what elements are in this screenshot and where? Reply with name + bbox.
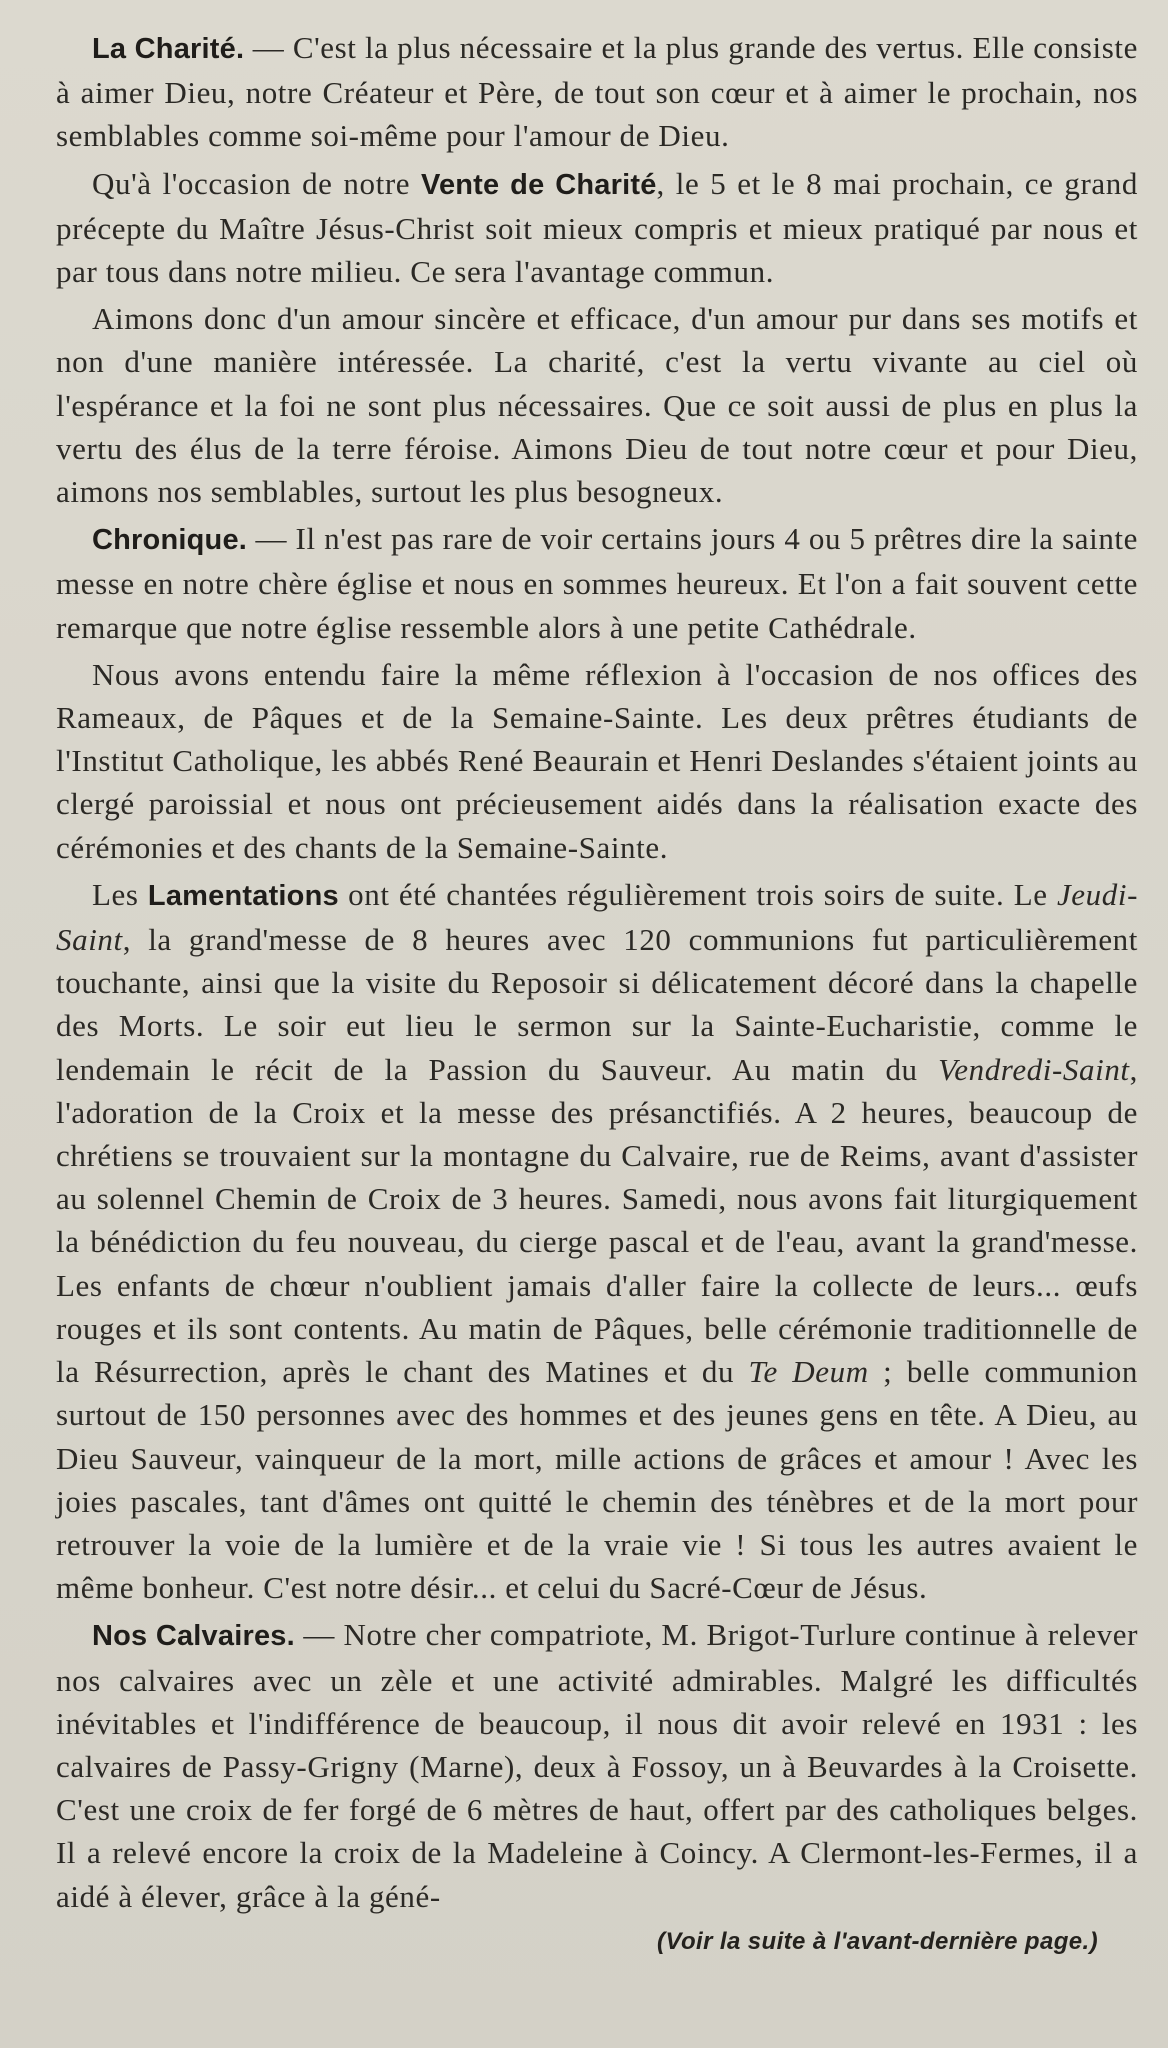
jeudi-saint-italic: Jeudi-Saint <box>56 876 1138 958</box>
lam-text-3: , la grand'messe de 8 heures avec 120 communions fut particulièrement touchante, ainsi que la visite du Reposoir si délicatement décoré dans la chapelle des Morts. Le soir eut lieu le sermon sur la Sainte-Eucharistie, comme le lendemain le récit de la Passion du Sauveur. Au matin du <box>56 922 1138 1087</box>
vente-charite-bold: Vente de Charité <box>421 168 657 201</box>
aimons-paragraph: Aimons donc d'un amour sincère et efficace, d'un amour pur dans ses motifs et non d'une manière intéressée. La charité, c'est la vertu vivante au ciel où l'espérance et la foi ne sont plus nécessaires. Que ce soit aussi de plus en plus la vertu des élus de la terre féroise. Aimons Dieu de tout notre cœur et pour Dieu, aimons nos semblables, surtout les plus besogneux. <box>56 301 1138 510</box>
lam-text-5: ; belle communion surtout de 150 personnes avec des hommes et des jeunes gens en tête. A Dieu, au Dieu Sauveur, vainqueur de la mort, mille actions de grâces et amour ! Avec les joies pascales, tant d'âmes ont quitté le chemin des ténèbres et de la mort pour retrouver la voie de la lumière et de la vraie vie ! Si tous les autres avaient le même bonheur. C'est notre désir... et celui du Sacré-Cœur de Jésus. <box>56 1354 1138 1606</box>
lamentations-paragraph <box>56 873 1138 1609</box>
lam-text-1: Les <box>92 876 148 912</box>
charite-intro-text: — C'est la plus nécessaire et la plus grande des vertus. Elle consiste à aimer Dieu, notre Créateur et Père, de tout son cœur et à aimer le prochain, nos semblables comme soi-même pour l'amour de Dieu. <box>56 30 1138 154</box>
lam-text-2: ont été chantées régulièrement trois soirs de suite. Le <box>338 876 1057 912</box>
section-heading-calvaires: Nos Calvaires. <box>92 1620 295 1653</box>
vendredi-saint-italic: Vendredi-Saint <box>938 1051 1130 1087</box>
vente-charite-paragraph <box>56 162 1138 294</box>
continued-note: (Voir la suite à l'avant-dernière page.) <box>657 1927 1098 1955</box>
te-deum-italic: Te Deum <box>748 1354 869 1390</box>
chronique-intro-text: — Il n'est pas rare de voir certains jours 4 ou 5 prêtres dire la sainte messe en notre chère église et nous en sommes heureux. Et l'on a fait souvent cette remarque que notre église ressemble alors à une petite Cathédrale. <box>56 521 1138 645</box>
rameaux-paragraph: Nous avons entendu faire la même réflexion à l'occasion de nos offices des Rameaux, de Pâques et de la Semaine-Sainte. Les deux prêtres étudiants de l'Institut Catholique, les abbés René Beaurain et Henri Deslandes s'étaient joints au clergé paroissial et nous ont précieusement aidés dans la réalisation exacte des cérémonies et des chants de la Semaine-Sainte. <box>56 656 1138 865</box>
section-heading-chronique: Chronique. <box>92 524 248 557</box>
vente-text-before: Qu'à l'occasion de notre <box>92 165 421 201</box>
calvaires-paragraph <box>56 1613 1138 1917</box>
vente-text-after: , le 5 et le 8 mai prochain, ce grand précepte du Maître Jésus-Christ soit mieux compris et mieux pratiqué par nous et par tous dans notre milieu. Ce sera l'avantage commun. <box>56 165 1138 290</box>
calvaires-text: — Notre cher compatriote, M. Brigot-Turlure continue à relever nos calvaires avec un zèle et une activité admirables. Malgré les difficultés inévitables et l'indifférence de beaucoup, il nous dit avoir relevé en 1931 : les calvaires de Passy-Grigny (Marne), deux à Fossoy, un à Beuvardes à la Croisette. C'est une croix de fer forgé de 6 mètres de haut, offert par des catholiques belges. Il a relevé encore la croix de la Madeleine à Coincy. A Clermont-les-Fermes, il a aidé à élever, grâce à la géné- <box>56 1617 1139 1914</box>
chronique-intro-paragraph <box>56 517 1138 649</box>
lam-text-4: , l'adoration de la Croix et la messe des présanctifiés. A 2 heures, beaucoup de chrétiens se trouvaient sur la montagne du Calvaire, rue de Reims, avant d'assister au solennel Chemin de Croix de 3 heures. Samedi, nous avons fait liturgiquement la bénédiction du feu nouveau, du cierge pascal et de l'eau, avant la grand'messe. Les enfants de chœur n'oublient jamais d'aller faire la collecte de leurs... œufs rouges et ils sont contents. Au matin de Pâques, belle cérémonie traditionnelle de la Résurrection, après le chant des Matines et du <box>56 1051 1138 1390</box>
charite-intro-paragraph <box>56 26 1138 158</box>
lamentations-bold: Lamentations <box>147 879 339 912</box>
section-heading-charite: La Charité. <box>92 33 245 65</box>
